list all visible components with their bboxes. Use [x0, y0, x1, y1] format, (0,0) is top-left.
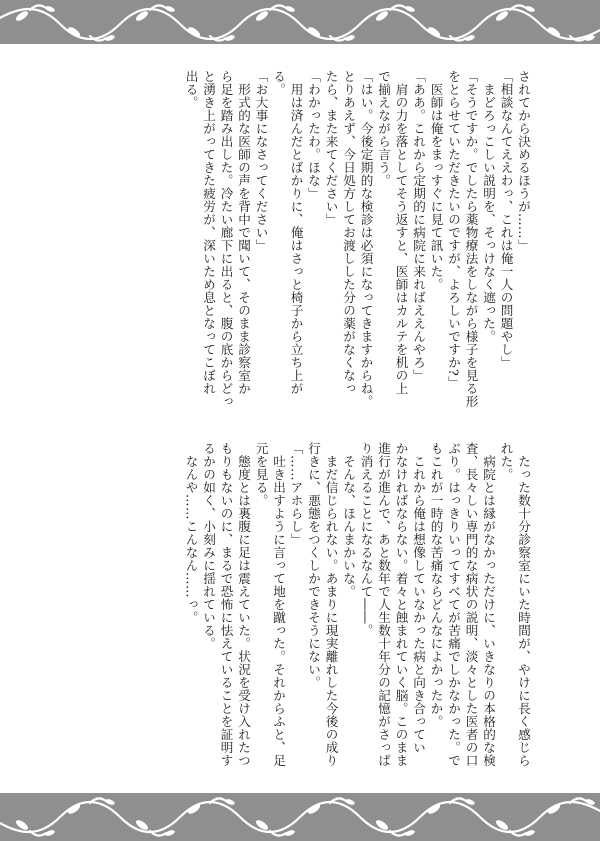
text-column: り消えることになるなんて――。	[358, 442, 374, 637]
text-block-upper	[86, 70, 532, 452]
text-column: 肩の力を落としてそう返すと、医師はカルテを机の上	[393, 70, 409, 395]
text-column: 「……アホらし」	[288, 442, 304, 546]
text-column: まだ信じられない。あまりに現実離れした今後の成り	[323, 442, 339, 767]
text-column: 用は済んだとばかりに、俺はさっと椅子から立ち上が	[288, 70, 304, 395]
text-column: ぶり。はっきりいってすべてが苦痛でしかなかった。で	[446, 442, 461, 767]
text-column: 「はい。今後定期的な検診は必須になってきますからね。	[358, 70, 374, 408]
text-column: 「ああ。これから定期的に病院に来ればええんやろ」	[411, 70, 426, 382]
text-column: 「相談なんてええわっ、これは俺一人の問題やし」	[498, 70, 514, 369]
text-column: 進行が進んで、あと数年で人生数十年分の記憶がさっぱ	[376, 442, 391, 767]
text-column: 査、長々しい専門的な病状の説明、淡々とした医者の口	[463, 442, 479, 767]
text-column: これから俺は想像していなかった病と向き合ってい	[411, 442, 426, 754]
text-column: 「そうですか。でしたら薬物療法をしながら様子を見る形	[463, 70, 479, 408]
text-column: 「お大事になさってください」	[253, 70, 269, 252]
text-column: をとらせていただきたいのですが、よろしいですか?」	[446, 70, 461, 390]
text-column: 行きに、悪態をつくしかできそうにない。	[306, 442, 321, 689]
text-column: かなければならない。着々と蝕まれていく脳。このまま	[393, 442, 409, 767]
text-column: されてから決めるほうが……」	[516, 70, 531, 252]
text-column: 医師は俺をまっすぐに見て訊いた。	[428, 70, 444, 291]
floral-vine-ornament-bottom	[0, 793, 600, 841]
text-column: なんや……こんなん……っ。	[183, 442, 199, 624]
text-column: 形式的な医師の声を背中で聞いて、そのまま診察室か	[236, 70, 251, 395]
text-column: 「わかったわ。ほな」	[306, 70, 321, 200]
text-column: と湧き上がってきた疲労が、深いため息となってこぼれ	[201, 70, 216, 395]
text-column: まどろっこしい説明を、そっけなく遮った。	[481, 70, 496, 343]
bottom-floral-border	[0, 793, 600, 841]
top-floral-border	[0, 0, 600, 44]
text-column: る。	[271, 70, 286, 96]
text-column: 元を見る。	[253, 442, 269, 507]
text-column: 吐き出すように言って地を蹴った。それからふと、足	[271, 442, 286, 767]
text-column: で揃えながら言う。	[376, 70, 391, 187]
text-column: そんな、ほんまかいな。	[341, 442, 356, 598]
text-column: るかの如く、小刻みに揺れている。	[201, 442, 216, 650]
text-column: 出る。	[183, 70, 199, 109]
text-column: もりもないのに、まるで恐怖に怯えていることを証明す	[218, 442, 234, 767]
text-column: たった数十分診察室にいた時間が、やけに長く感じら	[516, 442, 531, 767]
text-column: たら、また来てください」	[323, 70, 339, 226]
text-block-lower	[86, 442, 532, 767]
text-column: れた。	[498, 442, 514, 481]
text-column: 病院とは縁がなかっただけに、いきなりの本格的な検	[481, 442, 496, 767]
text-column: ら足を踏み出した。冷たい廊下に出ると、腹の底からどっ	[218, 70, 234, 408]
text-column: 態度とは裏腹に足は震えていた。状況を受け入れたつ	[236, 442, 251, 767]
text-column: とりあえず、今日処方してお渡しした分の薬がなくなっ	[341, 70, 356, 395]
floral-vine-ornament-top	[0, 0, 600, 44]
text-column: もこれが一時的な苦痛ならどんなによかったか。	[428, 442, 444, 728]
